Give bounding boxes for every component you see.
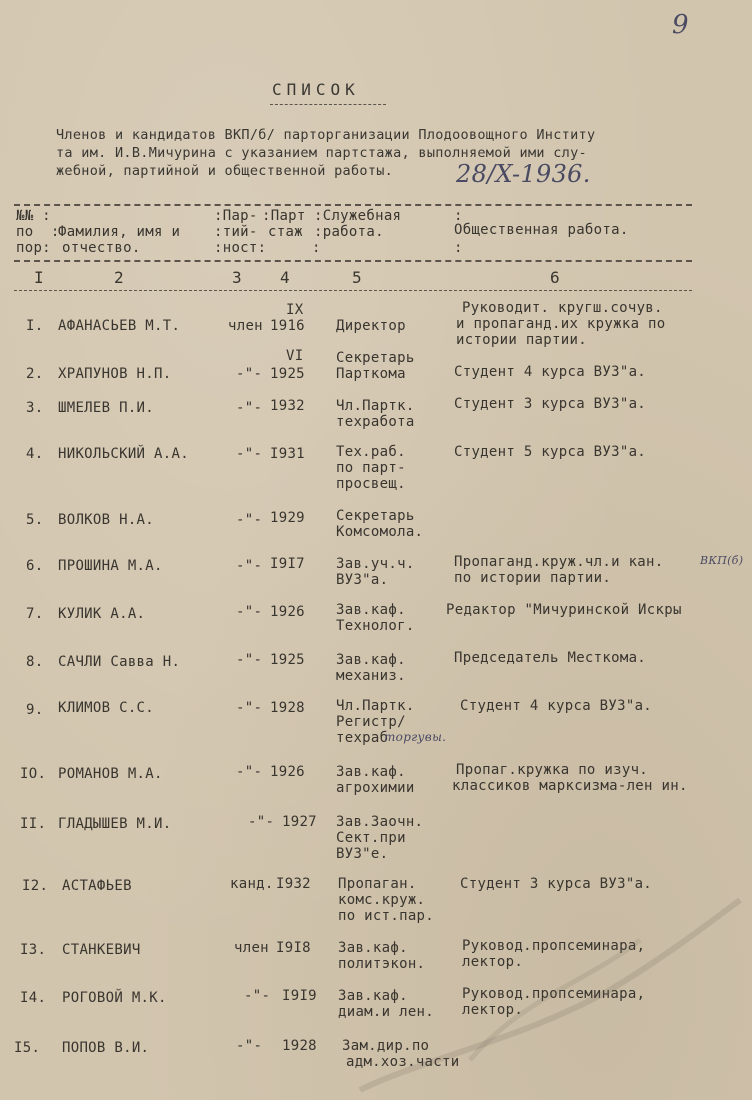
row-year: 1929 bbox=[270, 510, 305, 526]
row-number: 3. bbox=[26, 400, 44, 416]
row-party: член bbox=[234, 940, 269, 956]
header-col3-line-2: :тий- bbox=[214, 224, 258, 240]
row-year: 1926 bbox=[270, 604, 305, 620]
row-year-top: VI bbox=[286, 348, 304, 364]
colnum-6: 6 bbox=[550, 268, 560, 287]
row-job-line: механиз. bbox=[336, 668, 406, 684]
row-job-line: Зав.каф. bbox=[336, 652, 406, 668]
row-name: ПОПОВ В.И. bbox=[62, 1040, 150, 1056]
title-underline bbox=[270, 104, 386, 105]
row-name: ГЛАДЫШЕВ М.И. bbox=[58, 816, 172, 832]
row-number: I4. bbox=[20, 990, 47, 1006]
row-year: 1927 bbox=[282, 814, 317, 830]
row-year: 1928 bbox=[270, 700, 305, 716]
row-year: 1925 bbox=[270, 652, 305, 668]
row-name: КЛИМОВ С.С. bbox=[58, 700, 155, 716]
row-name: ВОЛКОВ Н.А. bbox=[58, 512, 155, 528]
row-job-line: политэкон. bbox=[338, 956, 426, 972]
intro-line-2: та им. И.В.Мичурина с указанием партстажа, выполняемой ими слу- bbox=[56, 145, 587, 161]
row-name: РОМАНОВ М.А. bbox=[58, 766, 163, 782]
colnum-1: I bbox=[34, 268, 44, 287]
row-number: IO. bbox=[20, 766, 47, 782]
row-job-line: Директор bbox=[336, 318, 406, 334]
row-social-line: по истории партии. bbox=[454, 570, 612, 586]
row-job-line: ВУЗ"е. bbox=[336, 846, 389, 862]
row-number: 9. bbox=[26, 702, 44, 718]
row-social-line: Студент 5 курса ВУЗ"а. bbox=[454, 444, 647, 460]
handwritten-note: ВКП(б) bbox=[700, 554, 744, 567]
row-job-line: Зам.дир.по bbox=[342, 1038, 430, 1054]
row-number: I. bbox=[26, 318, 44, 334]
colnum-5: 5 bbox=[352, 268, 362, 287]
row-number: 6. bbox=[26, 558, 44, 574]
row-year: I9I9 bbox=[282, 988, 317, 1004]
header-col4-line-3: : bbox=[312, 240, 321, 256]
row-number: 7. bbox=[26, 606, 44, 622]
row-job-line: Чл.Партк. bbox=[336, 398, 415, 414]
row-job-line: комс.круж. bbox=[338, 892, 426, 908]
row-job-line: техработа bbox=[336, 414, 415, 430]
colnum-3: 3 bbox=[232, 268, 242, 287]
row-party: -"- bbox=[244, 988, 271, 1004]
row-number: I5. bbox=[14, 1040, 41, 1056]
row-party: -"- bbox=[236, 604, 263, 620]
header-col4-line-1: :Парт bbox=[262, 208, 306, 224]
row-social-line: Студент 3 курса ВУЗ"а. bbox=[460, 876, 653, 892]
colnum-2: 2 bbox=[114, 268, 124, 287]
row-job-line: просвещ. bbox=[336, 476, 406, 492]
header-col4-line-2: стаж bbox=[268, 224, 303, 240]
row-party: -"- bbox=[236, 652, 263, 668]
row-social-line: классиков марксизма-лен ин. bbox=[452, 778, 688, 794]
row-social-line: Студент 4 курса ВУЗ"а. bbox=[460, 698, 653, 714]
row-job-line: Комсомола. bbox=[336, 524, 424, 540]
row-social-line: Руковод.пропсеминара, bbox=[462, 986, 646, 1002]
row-job-line: Тех.раб. bbox=[336, 444, 406, 460]
row-job-line: техраб bbox=[336, 730, 389, 746]
header-col1-line-2: по : bbox=[16, 224, 60, 240]
row-job-line: ВУЗ"а. bbox=[336, 572, 389, 588]
header-col3-line-3: :ност: bbox=[214, 240, 267, 256]
row-party: -"- bbox=[236, 764, 263, 780]
row-social-line: Руковод.пропсеминара, bbox=[462, 938, 646, 954]
row-job-line: Парткома bbox=[336, 366, 406, 382]
header-bottom-rule bbox=[14, 260, 692, 262]
row-job-line: Секретарь bbox=[336, 350, 415, 366]
row-job-line: агрохимии bbox=[336, 780, 415, 796]
row-job-line: Зав.каф. bbox=[338, 988, 408, 1004]
row-party: -"- bbox=[236, 512, 263, 528]
row-number: I2. bbox=[22, 878, 49, 894]
row-party: -"- bbox=[248, 814, 275, 830]
header-col2-line-2: отчество. bbox=[62, 240, 141, 256]
row-year: I9I8 bbox=[276, 940, 311, 956]
row-job-line: Зав.каф. bbox=[338, 940, 408, 956]
row-social-line: лектор. bbox=[462, 1002, 524, 1018]
row-year: 1928 bbox=[282, 1038, 317, 1054]
header-col1-line-3: пор: bbox=[16, 240, 51, 256]
row-job-line: диам.и лен. bbox=[338, 1004, 435, 1020]
row-job-line: Зав.Заочн. bbox=[336, 814, 424, 830]
row-social-line: Студент 3 курса ВУЗ"а. bbox=[454, 396, 647, 412]
row-job-line: Зав.каф. bbox=[336, 602, 406, 618]
handwritten-date: 28/X-1936. bbox=[456, 160, 591, 188]
row-party: -"- bbox=[236, 1038, 263, 1054]
row-job-line: Технолог. bbox=[336, 618, 415, 634]
row-social-line: Пропаганд.круж.чл.и кан. bbox=[454, 554, 664, 570]
row-name: ПРОШИНА М.А. bbox=[58, 558, 163, 574]
row-social-line: Пропаг.кружка по изуч. bbox=[456, 762, 649, 778]
row-name: ХРАПУНОВ Н.П. bbox=[58, 366, 172, 382]
row-name: СТАНКЕВИЧ bbox=[62, 942, 141, 958]
row-year: I932 bbox=[276, 876, 311, 892]
row-party: -"- bbox=[236, 446, 263, 462]
row-year: 1926 bbox=[270, 764, 305, 780]
row-job-line: Секретарь bbox=[336, 508, 415, 524]
row-social-line: Председатель Месткома. bbox=[454, 650, 647, 666]
row-name: САЧЛИ Савва Н. bbox=[58, 654, 181, 670]
row-social-line: Руководит. кругш.сочув. bbox=[462, 300, 663, 316]
header-top-rule bbox=[14, 204, 692, 206]
header-col2-line-1: Фамилия, имя и bbox=[58, 224, 181, 240]
row-social-line: лектор. bbox=[462, 954, 524, 970]
row-job-line: Регистр/ bbox=[336, 714, 406, 730]
row-social-line: Редактор "Мичуринской Искры bbox=[446, 602, 682, 618]
row-job-line: Чл.Партк. bbox=[336, 698, 415, 714]
row-job-line: Зав.каф. bbox=[336, 764, 406, 780]
row-job-line: Пропаган. bbox=[338, 876, 417, 892]
row-name: АСТАФЬЕВ bbox=[62, 878, 132, 894]
header-col5-line-1: :Служебная bbox=[314, 208, 402, 224]
header-col6-line-1: Общественная работа. bbox=[454, 222, 629, 238]
row-job-line: адм.хоз.части bbox=[346, 1054, 460, 1070]
row-name: НИКОЛЬСКИЙ А.А. bbox=[58, 446, 189, 462]
handwritten-note: торгувы. bbox=[384, 730, 447, 744]
header-col5-line-3: : bbox=[454, 240, 463, 256]
page-number: 9 bbox=[672, 10, 689, 40]
header-col6-label: : bbox=[454, 208, 463, 224]
intro-line-3: жебной, партийной и общественной работы. bbox=[56, 163, 394, 179]
row-name: ШМЕЛЕВ П.И. bbox=[58, 400, 155, 416]
row-job-line: по парт- bbox=[336, 460, 406, 476]
row-name: КУЛИК А.А. bbox=[58, 606, 146, 622]
row-name: АФАНАСЬЕВ М.Т. bbox=[58, 318, 181, 334]
row-number: II. bbox=[20, 816, 47, 832]
intro-line-1: Членов и кандидатов ВКП/б/ парторганизации Плодоовощного Институ bbox=[56, 127, 596, 143]
row-party: канд. bbox=[230, 876, 274, 892]
row-party: -"- bbox=[236, 366, 263, 382]
document-title: СПИСОК bbox=[272, 80, 360, 99]
header-col1-line-1: №№ : bbox=[16, 208, 51, 224]
row-year: 1925 bbox=[270, 366, 305, 382]
colnum-rule bbox=[14, 290, 692, 291]
row-party: -"- bbox=[236, 700, 263, 716]
row-year: I931 bbox=[270, 446, 305, 462]
header-col3-line-1: :Пар- bbox=[214, 208, 258, 224]
row-number: I3. bbox=[20, 942, 47, 958]
row-number: 8. bbox=[26, 654, 44, 670]
row-job-line: Зав.уч.ч. bbox=[336, 556, 415, 572]
header-col5-line-2: :работа. bbox=[314, 224, 384, 240]
row-job-line: по ист.пар. bbox=[338, 908, 435, 924]
row-party: член bbox=[228, 318, 263, 334]
colnum-4: 4 bbox=[280, 268, 290, 287]
row-year: I9I7 bbox=[270, 556, 305, 572]
row-social-line: и пропаганд.их кружка по bbox=[456, 316, 666, 332]
row-number: 5. bbox=[26, 512, 44, 528]
row-number: 2. bbox=[26, 366, 44, 382]
row-party: -"- bbox=[236, 400, 263, 416]
row-social-line: истории партии. bbox=[456, 332, 587, 348]
row-number: 4. bbox=[26, 446, 44, 462]
row-social-line: Студент 4 курса ВУЗ"а. bbox=[454, 364, 647, 380]
row-year: 1932 bbox=[270, 398, 305, 414]
row-name: РОГОВОЙ М.К. bbox=[62, 990, 167, 1006]
row-job-line: Сект.при bbox=[336, 830, 406, 846]
row-year-top: IX bbox=[286, 302, 304, 318]
row-year: 1916 bbox=[270, 318, 305, 334]
row-party: -"- bbox=[236, 558, 263, 574]
